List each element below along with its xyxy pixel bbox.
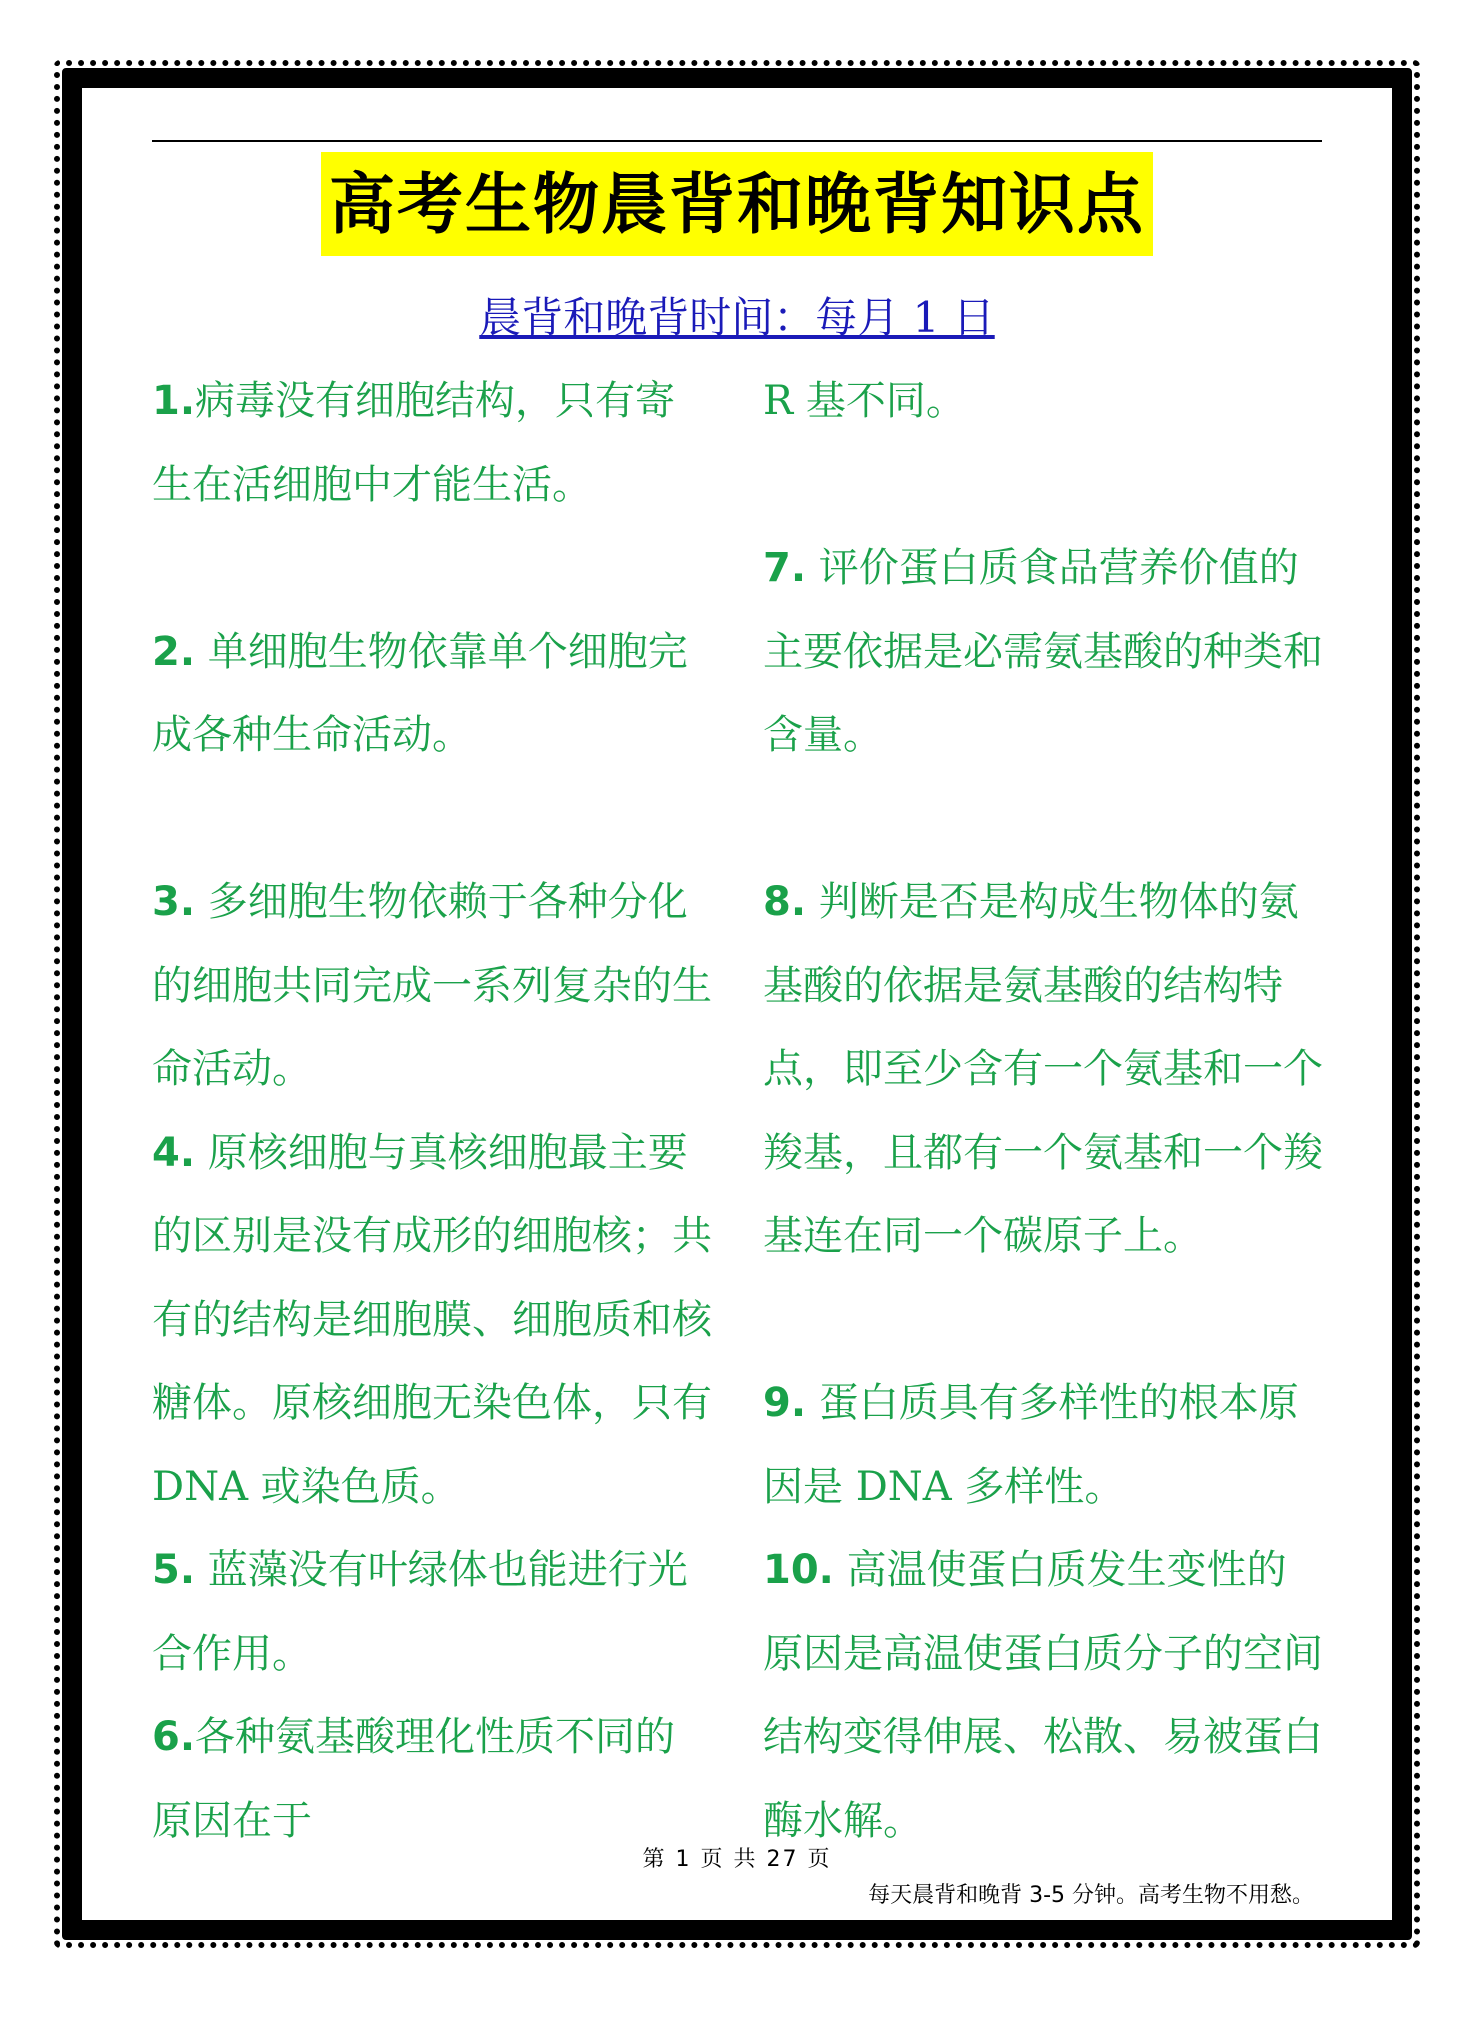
right-column [763, 360, 1323, 1863]
item-6-continued: R 基不同。 [763, 378, 966, 424]
item-1: 1.病毒没有细胞结构，只有寄生在活细胞中才能生活。 [152, 378, 676, 508]
item-8: 8. 判断是否是构成生物体的氨基酸的依据是氨基酸的结构特点，即至少含有一个氨基和一个羧基，且都有一个氨基和一个羧基连在同一个碳原子上。 [763, 879, 1323, 1259]
item-3: 3. 多细胞生物依赖于各种分化的细胞共同完成一系列复杂的生命活动。 [152, 879, 712, 1092]
page-title: 高考生物晨背和晚背知识点 [321, 152, 1153, 256]
item-4: 4. 原核细胞与真核细胞最主要的区别是没有成形的细胞核；共有的结构是细胞膜、细胞质和核糖体。原核细胞无染色体，只有 DNA 或染色质。 [152, 1129, 712, 1510]
item-7: 7. 评价蛋白质食品营养价值的主要依据是必需氨基酸的种类和含量。 [763, 545, 1323, 758]
item-6: 6.各种氨基酸理化性质不同的原因在于 [152, 1714, 676, 1844]
item-10: 10. 高温使蛋白质发生变性的原因是高温使蛋白质分子的空间结构变得伸展、松散、易被蛋白酶水解。 [763, 1547, 1323, 1844]
header-rule [152, 140, 1322, 142]
page-number: 第 1 页 共 27 页 [642, 1847, 832, 1872]
subtitle-link[interactable]: 晨背和晚背时间：每月 1 日 [479, 293, 995, 342]
footer-note: 每天晨背和晚背 3-5 分钟。高考生物不用愁。 [868, 1883, 1314, 1908]
item-9: 9. 蛋白质具有多样性的根本原因是 DNA 多样性。 [763, 1380, 1299, 1510]
left-column [152, 360, 712, 1863]
item-2: 2. 单细胞生物依靠单个细胞完成各种生命活动。 [152, 628, 688, 758]
item-5: 5. 蓝藻没有叶绿体也能进行光合作用。 [152, 1547, 688, 1677]
